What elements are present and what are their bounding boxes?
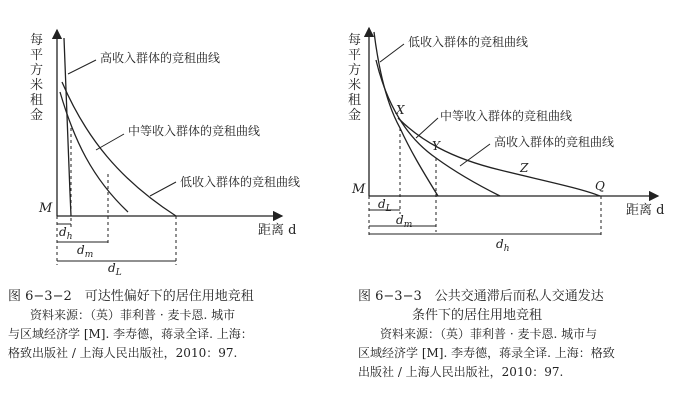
origin-label: M (352, 182, 366, 197)
pointer-line (416, 118, 438, 138)
right-caption-title: 条件下的居住用地竞租 (412, 308, 543, 323)
mid-income-curve (376, 60, 500, 196)
low-income-curve-label: 低收入群体的竞租曲线 (408, 35, 529, 49)
dl-label: $d_L$ (378, 197, 392, 214)
y-axis-label-char: 米 (30, 78, 44, 93)
low-income-curve (374, 32, 438, 196)
right-caption (358, 287, 676, 382)
right-caption-title: 图 6−3−3 公共交通滞后而私人交通发达 (358, 289, 604, 304)
point-z-label: Z (520, 161, 529, 175)
high-income-curve (64, 38, 71, 216)
y-axis-label-char: 租 (348, 93, 362, 108)
y-axis-label-char: 金 (348, 108, 362, 123)
pointer-line (150, 182, 176, 196)
pointer-line (68, 60, 96, 74)
pointer-line (380, 44, 404, 62)
right-figure (340, 0, 680, 270)
pointer-line (96, 134, 124, 150)
y-axis-label-char: 方 (348, 63, 362, 78)
y-axis-label-char: 米 (348, 78, 362, 93)
high-income-curve-label: 高收入群体的竞租曲线 (494, 135, 615, 149)
left-figure (0, 0, 340, 278)
high-income-curve (398, 118, 600, 196)
dm-label: $d_m$ (396, 213, 413, 230)
y-axis-label-char: 每 (30, 33, 44, 48)
y-axis-label-char: 金 (30, 108, 44, 123)
left-source-line: 与区域经济学 [M]. 李寿德，蒋录全译. 上海： (8, 327, 253, 341)
dm-label: $d_m$ (77, 243, 94, 260)
point-q-label: Q (595, 179, 605, 193)
left-caption-title: 图 6−3−2 可达性偏好下的居住用地竞租 (8, 289, 254, 304)
left-source-line: 资料来源：（英）菲利普 · 麦卡恩. 城市 (30, 308, 236, 322)
right-source-line: 出版社 / 上海人民出版社，2010：97. (358, 365, 564, 379)
high-income-curve-label: 高收入群体的竞租曲线 (100, 51, 221, 65)
mid-income-curve-label: 中等收入群体的竞租曲线 (128, 124, 261, 138)
right-source-line: 资料来源：（英）菲利普 · 麦卡恩. 城市与 (380, 327, 598, 341)
dl-label: $d_L$ (108, 261, 122, 278)
y-axis-label-char: 租 (30, 93, 44, 108)
low-income-curve (62, 82, 176, 216)
dh-label: $d_h$ (496, 237, 510, 254)
origin-label: M (39, 201, 53, 216)
low-income-curve-label: 低收入群体的竞租曲线 (180, 175, 301, 189)
x-axis-label: 距离 d (626, 203, 665, 218)
y-axis-label-char: 平 (348, 48, 362, 63)
left-source-line: 格致出版社 / 上海人民出版社，2010：97. (8, 346, 238, 360)
left-caption (8, 287, 338, 363)
dh-label: $d_h$ (59, 225, 73, 242)
mid-income-curve-label: 中等收入群体的竞租曲线 (440, 109, 573, 123)
right-source-line: 区域经济学 [M]. 李寿德，蒋录全译. 上海：格致 (358, 346, 615, 360)
y-axis-label-char: 方 (30, 63, 44, 78)
x-axis-label: 距离 d (258, 223, 297, 238)
point-y-label: Y (432, 139, 440, 153)
y-axis-label-char: 每 (348, 33, 362, 48)
y-axis-label-char: 平 (30, 48, 44, 63)
point-x-label: X (396, 103, 405, 117)
